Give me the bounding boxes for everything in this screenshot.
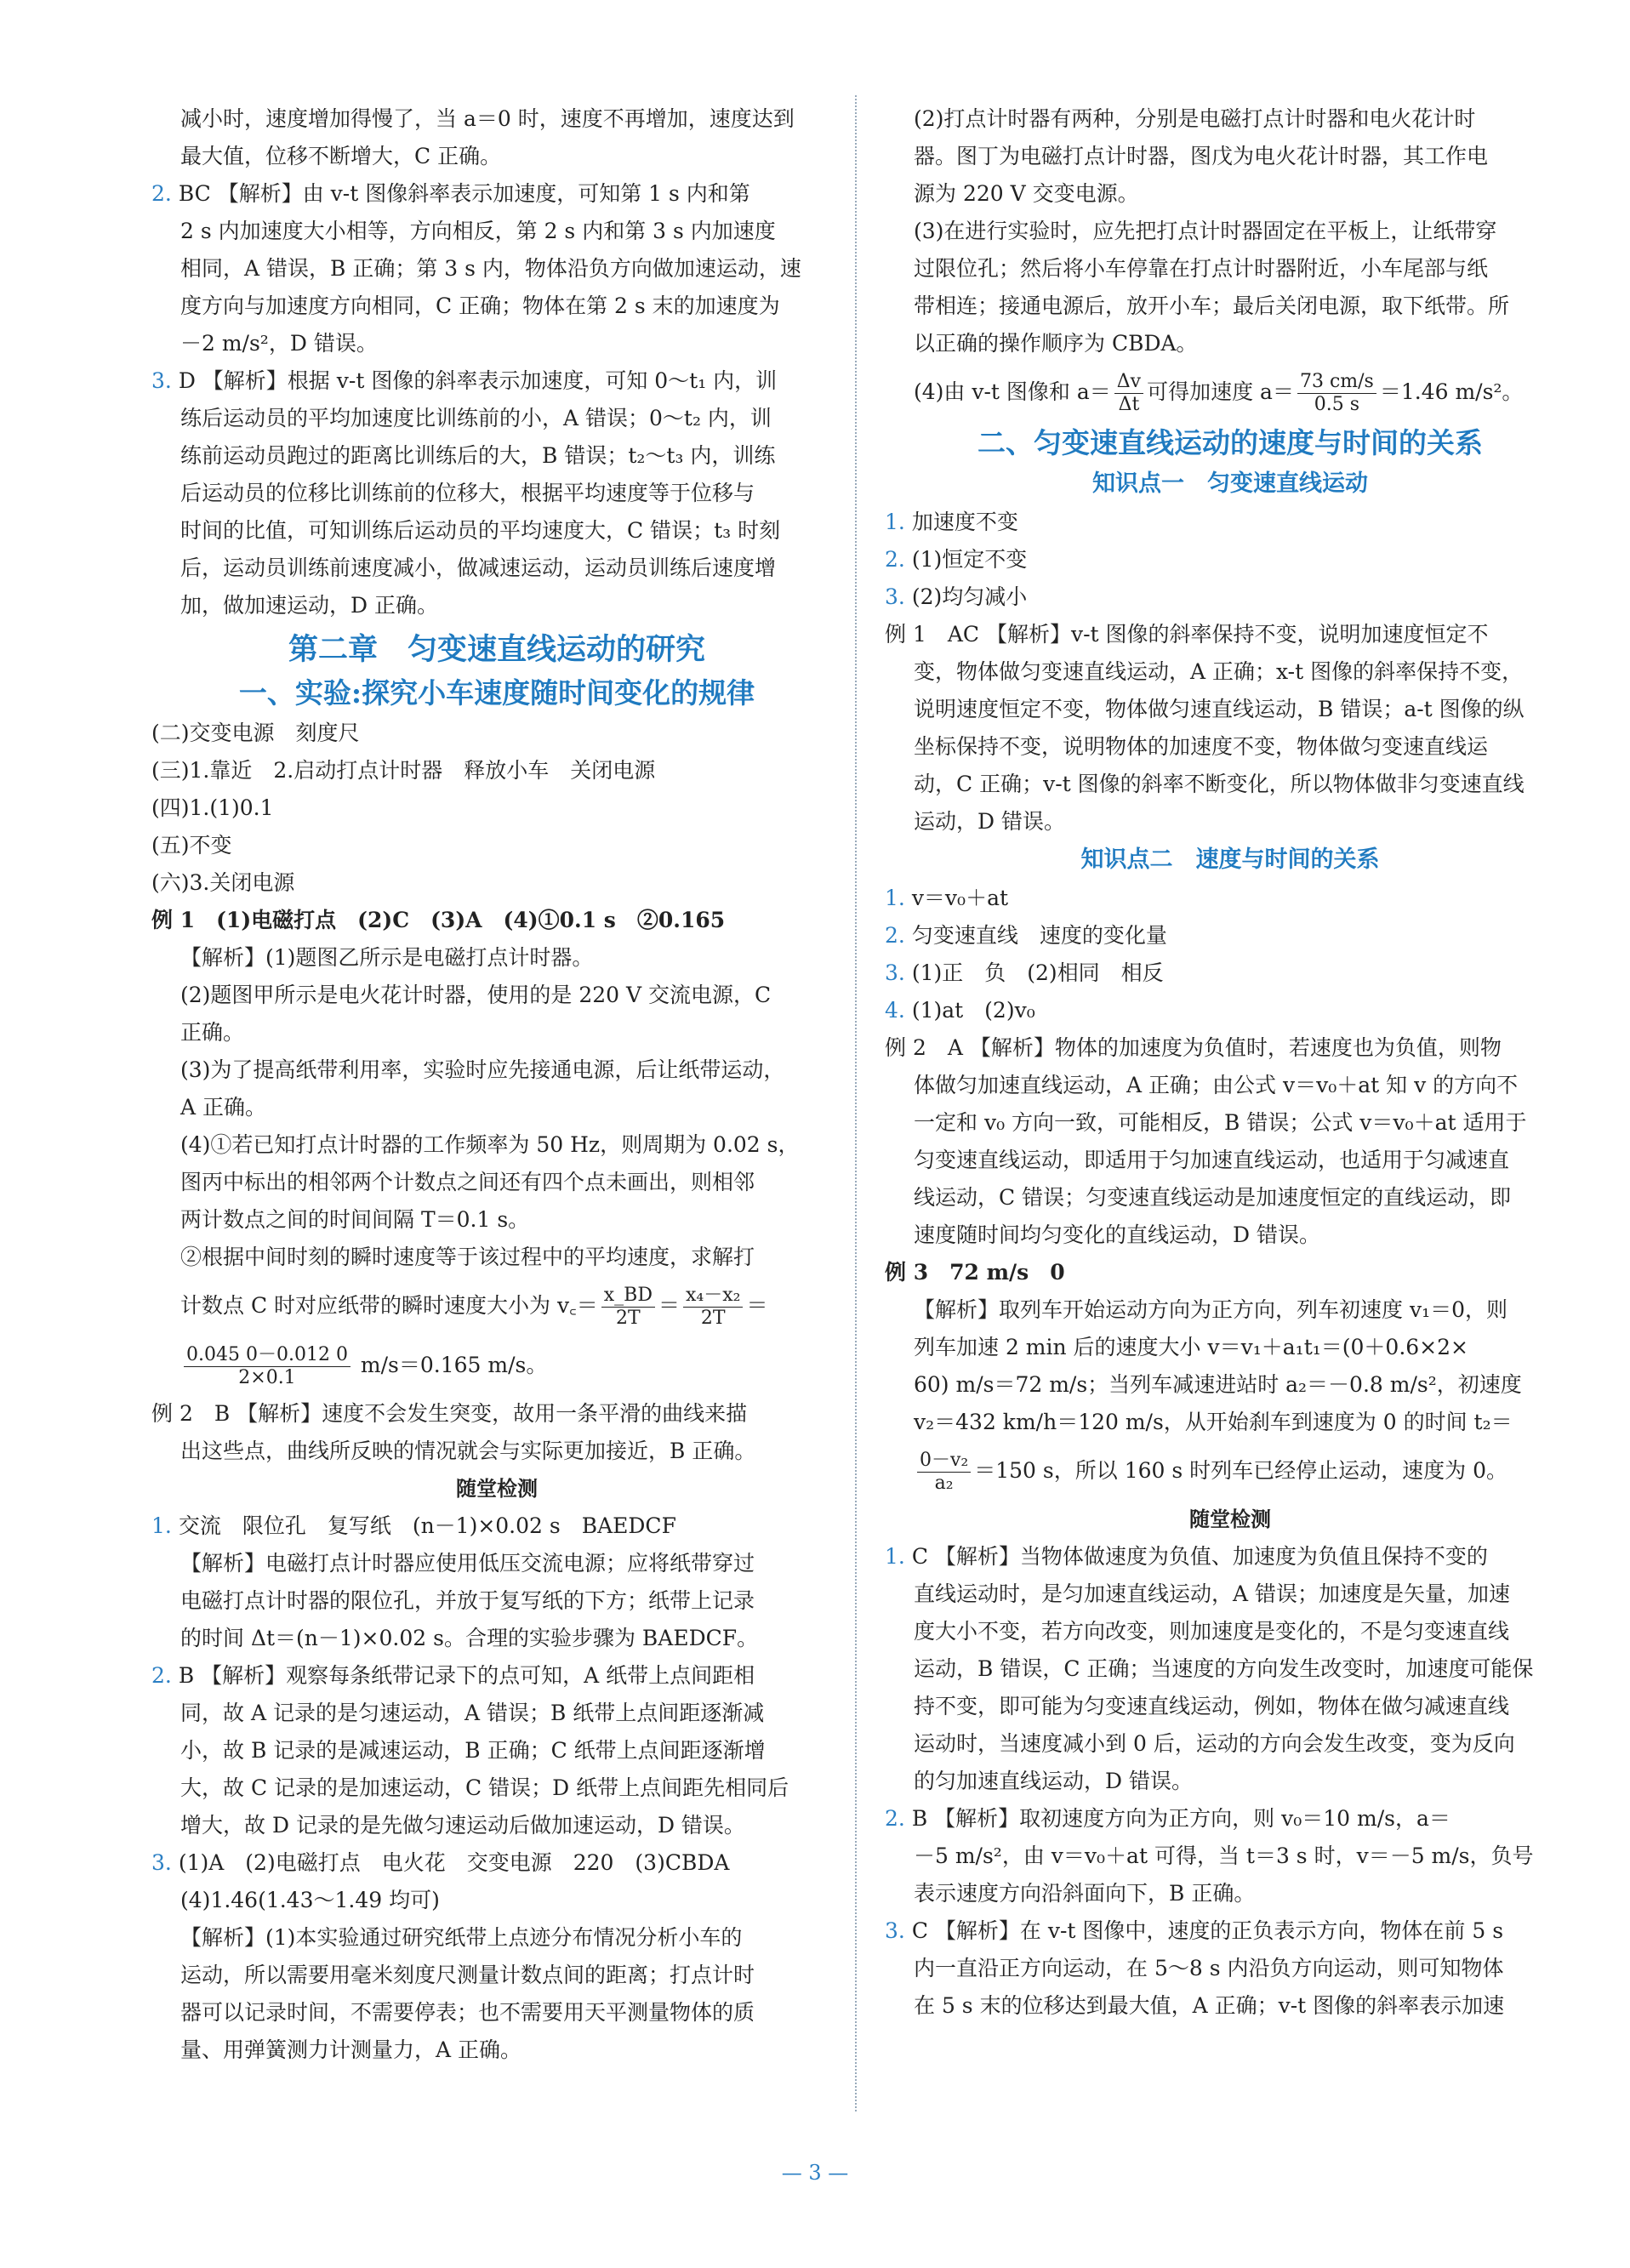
item-number: 1.: [885, 886, 905, 910]
column-divider: [855, 95, 857, 2111]
item-number: 3.: [885, 584, 905, 609]
example-answer: 例 1 AC 【解析】v-t 图像的斜率保持不变，说明加速度恒定不: [885, 622, 1489, 647]
text-line: 运动，所以需要用毫米刻度尺测量计数点间的距离；打点计时: [180, 1963, 755, 1987]
list-item: [885, 917, 1576, 954]
text-line: 带相连；接通电源后，放开小车；最后关闭电源，取下纸带。所: [914, 293, 1510, 318]
text-line: 的匀加速直线运动，D 错误。: [914, 1769, 1193, 1793]
text-line: v₂＝432 km/h＝120 m/s，从开始刹车到速度为 0 的时间 t₂＝: [914, 1410, 1513, 1434]
text-line: 可得加速度 a＝: [1147, 379, 1294, 404]
text-line: 60) m/s＝72 m/s；当列车减速进站时 a₂＝－0.8 m/s²，初速度: [914, 1372, 1522, 1397]
text-line: 一定和 v₀ 方向一致，可能相反，B 错误；公式 v＝v₀＋at 适用于: [914, 1110, 1527, 1135]
text-line: 【解析】电磁打点计时器应使用低压交流电源；应将纸带穿过: [180, 1551, 755, 1576]
numerator: Δv: [1114, 371, 1143, 394]
text-line: 度大小不变，若方向改变，则加速度是变化的，不是匀变速直线: [914, 1619, 1510, 1644]
text-line: 以正确的操作顺序为 CBDA。: [914, 331, 1198, 356]
text-line: (3)在进行实验时，应先把打点计时器固定在平板上，让纸带穿: [914, 219, 1497, 243]
text-line: (六)3.关闭电源: [151, 870, 295, 895]
denominator: 2×0.1: [238, 1367, 296, 1388]
item-number: 1.: [885, 510, 905, 534]
text-line: 匀变速直线运动，即适用于匀加速直线运动，也适用于匀减速直: [914, 1148, 1510, 1172]
answer-item: [151, 362, 842, 400]
text-line: 练后运动员的平均加速度比训练前的小，A 错误；0～t₂ 内，训: [180, 406, 772, 430]
text-line: 减小时，速度增加得慢了，当 a＝0 时，速度不再增加，速度达到: [180, 106, 795, 131]
text-line: 增大，故 D 记录的是先做匀速运动后做加速运动，D 错误。: [180, 1813, 745, 1838]
text-line: 运动，D 错误。: [914, 809, 1065, 834]
item-number: 4.: [885, 998, 905, 1023]
text-line: 的时间 Δt＝(n－1)×0.02 s。合理的实验步骤为 BAEDCF。: [180, 1626, 759, 1650]
text-line: 正确。: [180, 1020, 245, 1045]
text-line: A 正确。: [180, 1095, 267, 1120]
text-line: 电磁打点计时器的限位孔，并放于复写纸的下方；纸带上记录: [180, 1588, 755, 1613]
text-line: 说明速度恒定不变，物体做匀速直线运动，B 错误；a-t 图像的纵: [914, 697, 1525, 721]
text-line: m/s＝0.165 m/s。: [360, 1353, 548, 1377]
formula-line: [151, 1276, 842, 1336]
numerator: 0.045 0－0.012 0: [184, 1344, 351, 1367]
equals-sign: ＝: [658, 1293, 680, 1318]
text-line: 在 5 s 末的位移达到最大值，A 正确；v-t 图像的斜率表示加速: [914, 1993, 1505, 2018]
text-line: －5 m/s²，由 v＝v₀＋at 可得，当 t＝3 s 时，v＝－5 m/s，负号: [914, 1843, 1534, 1868]
text-line: 动，C 正确；v-t 图像的斜率不断变化，所以物体做非匀变速直线: [914, 772, 1525, 796]
text-line: (三)1.靠近 2.启动打点计时器 释放小车 关闭电源: [151, 758, 656, 783]
text-line: 同，故 A 记录的是匀速运动，A 错误；B 纸带上点间距逐渐减: [180, 1701, 765, 1725]
text-line: (1)恒定不变: [911, 547, 1028, 572]
text-line: 过限位孔；然后将小车停靠在打点计时器附近，小车尾部与纸: [914, 256, 1489, 281]
text-line: 变，物体做匀变速直线运动，A 正确；x-t 图像的斜率保持不变，: [914, 659, 1524, 684]
text-line: (五)不变: [151, 833, 232, 858]
list-item: [885, 954, 1576, 992]
subsection-title: 随堂检测: [1189, 1507, 1271, 1531]
text-line: 练前运动员跑过的距离比训练后的大，B 错误；t₂～t₃ 内，训练: [180, 443, 776, 468]
text-line: (2)均匀减小: [911, 584, 1028, 609]
denominator: 2T: [616, 1308, 641, 1329]
text-line: 体做匀加速直线运动，A 正确；由公式 v＝v₀＋at 知 v 的方向不: [914, 1073, 1519, 1097]
text-line: ＝1.46 m/s²。: [1379, 379, 1524, 404]
answer-item: [151, 175, 842, 213]
fraction: [1297, 371, 1376, 416]
answer-item: [885, 1912, 1576, 1950]
item-number: 3.: [151, 368, 172, 393]
text-line: 运动，B 错误，C 正确；当速度的方向发生改变时，加速度可能保: [914, 1656, 1534, 1681]
text-line: v＝v₀＋at: [911, 886, 1009, 910]
text-line: 【解析】(1)题图乙所示是电磁打点计时器。: [180, 945, 594, 970]
text-line: (3)为了提高纸带利用率，实验时应先接通电源，后让纸带运动，: [180, 1057, 785, 1082]
text-line: 匀变速直线 速度的变化量: [911, 923, 1167, 948]
text-line: (2)打点计时器有两种，分别是电磁打点计时器和电火花计时: [914, 106, 1476, 131]
formula-line: [885, 362, 1576, 422]
text-line: C 【解析】在 v-t 图像中，速度的正负表示方向，物体在前 5 s: [911, 1918, 1504, 1943]
text-line: 源为 220 V 交变电源。: [914, 181, 1139, 206]
text-line: (四)1.(1)0.1: [151, 795, 274, 820]
denominator: Δt: [1118, 394, 1140, 415]
text-line: 坐标保持不变，说明物体的加速度不变，物体做匀变速直线运: [914, 734, 1489, 759]
equals-sign: ＝: [746, 1293, 768, 1318]
answer-item: [151, 1657, 842, 1695]
list-item: [885, 880, 1576, 917]
answer-item: [885, 1800, 1576, 1838]
example-answer: 例 2 B 【解析】速度不会发生突变，故用一条平滑的曲线来描: [151, 1401, 748, 1426]
text-line: (1)正 负 (2)相同 相反: [911, 960, 1164, 985]
list-item: [885, 578, 1576, 616]
text-line: 直线运动时，是匀加速直线运动，A 错误；加速度是矢量，加速: [914, 1581, 1511, 1606]
section-title: 二、匀变速直线运动的速度与时间的关系: [977, 426, 1483, 459]
fraction: [1114, 371, 1143, 416]
formula-line: [151, 1336, 842, 1395]
text-line: (1)at (2)v₀: [911, 998, 1035, 1023]
example-answer: 例 3 72 m/s 0: [885, 1260, 1065, 1285]
item-number: 2.: [885, 923, 905, 948]
fraction: [917, 1450, 971, 1495]
numerator: 0－v₂: [917, 1450, 971, 1473]
text-line: 内一直沿正方向运动，在 5～8 s 内沿负方向运动，则可知物体: [914, 1956, 1504, 1980]
text-line: 小，故 B 记录的是减速运动，B 正确；C 纸带上点间距逐渐增: [180, 1738, 766, 1763]
text-line: B 【解析】观察每条纸带记录下的点可知，A 纸带上点间距相: [178, 1663, 755, 1688]
text-line: 两计数点之间的时间间隔 T＝0.1 s。: [180, 1207, 530, 1232]
text-line: 【解析】取列车开始运动方向为正方向，列车初速度 v₁＝0，则: [914, 1297, 1508, 1322]
text-line: 列车加速 2 min 后的速度大小 v＝v₁＋a₁t₁＝(0＋0.6×2×: [914, 1335, 1468, 1359]
text-line: 出这些点，曲线所反映的情况就会与实际更加接近，B 正确。: [180, 1439, 756, 1463]
text-line: (二)交变电源 刻度尺: [151, 721, 360, 745]
page-number: — 3 —: [781, 2161, 849, 2185]
fraction: [184, 1344, 351, 1389]
example-answer: 例 1 (1)电磁打点 (2)C (3)A (4)①0.1 s ②0.165: [151, 908, 726, 932]
formula-line: [885, 1441, 1576, 1501]
text-line: 后运动员的位移比训练前的位移大，根据平均速度等于位移与: [180, 481, 755, 505]
subsection-title: 随堂检测: [456, 1476, 538, 1501]
text-line: ②根据中间时刻的瞬时速度等于该过程中的平均速度，求解打: [180, 1245, 755, 1269]
denominator: a₂: [934, 1473, 954, 1494]
item-number: 2.: [885, 1806, 905, 1831]
text-line: 速度随时间均匀变化的直线运动，D 错误。: [914, 1222, 1320, 1247]
text-line: 后，运动员训练前速度减小，做减速运动，运动员训练后速度增: [180, 556, 777, 580]
right-column: [885, 100, 1576, 2025]
numerator: x_BD: [601, 1285, 655, 1308]
text-line: 度方向与加速度方向相同，C 正确；物体在第 2 s 末的加速度为: [180, 293, 780, 318]
fraction: [601, 1285, 655, 1330]
text-line: D 【解析】根据 v-t 图像的斜率表示加速度，可知 0～t₁ 内，训: [178, 368, 778, 393]
text-line: (1)A (2)电磁打点 电火花 交变电源 220 (3)CBDA: [178, 1850, 730, 1875]
text-line: 量、用弹簧测力计测量力，A 正确。: [180, 2037, 522, 2062]
text-line: 器可以记录时间，不需要停表；也不需要用天平测量物体的质: [180, 2000, 755, 2025]
text-line: ＝150 s，所以 160 s 时列车已经停止运动，速度为 0。: [974, 1458, 1507, 1483]
text-line: (4)由 v-t 图像和 a＝: [914, 379, 1111, 404]
list-item: [885, 541, 1576, 578]
text-line: 图丙中标出的相邻两个计数点之间还有四个点未画出，则相邻: [180, 1170, 755, 1194]
knowledge-point-title: 知识点二 速度与时间的关系: [1080, 846, 1380, 873]
item-number: 2.: [885, 547, 905, 572]
item-number: 1.: [151, 1513, 172, 1538]
item-number: 1.: [885, 1544, 905, 1569]
answer-item: [151, 1507, 842, 1545]
text-line: 交流 限位孔 复写纸 (n－1)×0.02 s BAEDCF: [178, 1513, 676, 1538]
item-number: 2.: [151, 181, 172, 206]
text-line: 大，故 C 记录的是加速运动，C 错误；D 纸带上点间距先相同后: [180, 1775, 789, 1800]
numerator: x₄－x₂: [683, 1285, 743, 1308]
denominator: 0.5 s: [1314, 394, 1360, 415]
text-line: 线运动，C 错误；匀变速直线运动是加速度恒定的直线运动，即: [914, 1185, 1512, 1210]
answer-item: [885, 1538, 1576, 1576]
text-line: 运动时，当速度减小到 0 后，运动的方向会发生改变，变为反向: [914, 1731, 1515, 1756]
text-line: 最大值，位移不断增大，C 正确。: [180, 144, 502, 168]
text-line: 加速度不变: [911, 510, 1018, 534]
text-line: －2 m/s²，D 错误。: [180, 331, 378, 356]
item-number: 3.: [885, 1918, 905, 1943]
text-line: 时间的比值，可知训练后运动员的平均速度大，C 错误；t₃ 时刻: [180, 518, 781, 543]
list-item: [885, 992, 1576, 1029]
text-line: (4)1.46(1.43～1.49 均可): [180, 1888, 440, 1912]
text-line: 相同，A 错误，B 正确；第 3 s 内，物体沿负方向做加速运动，速: [180, 256, 801, 281]
item-number: 3.: [885, 960, 905, 985]
left-column: [151, 100, 842, 2069]
text-line: 表示速度方向沿斜面向下，B 正确。: [914, 1881, 1256, 1906]
text-line: (2)题图甲所示是电火花计时器，使用的是 220 V 交流电源，C: [180, 983, 772, 1007]
item-number: 3.: [151, 1850, 172, 1875]
section-title: 一、实验:探究小车速度随时间变化的规律: [238, 676, 755, 709]
numerator: 73 cm/s: [1297, 371, 1376, 394]
text-line: (4)①若已知打点计时器的工作频率为 50 Hz，则周期为 0.02 s，: [180, 1132, 800, 1157]
text-line: 加，做加速运动，D 正确。: [180, 593, 438, 618]
denominator: 2T: [700, 1308, 726, 1329]
example-answer: 例 2 A 【解析】物体的加速度为负值时，若速度也为负值，则物: [885, 1035, 1502, 1060]
text-line: 2 s 内加速度大小相等，方向相反，第 2 s 内和第 3 s 内加速度: [180, 219, 776, 243]
answer-item: [151, 1844, 842, 1882]
text-line: 器。图丁为电磁打点计时器，图戊为电火花计时器，其工作电: [914, 144, 1489, 168]
knowledge-point-title: 知识点一 匀变速直线运动: [1092, 470, 1368, 497]
text-line: C 【解析】当物体做速度为负值、加速度为负值且保持不变的: [911, 1544, 1488, 1569]
text-line: 【解析】(1)本实验通过研究纸带上点迹分布情况分析小车的: [180, 1925, 743, 1950]
text-line: B 【解析】取初速度方向为正方向，则 v₀＝10 m/s，a＝: [911, 1806, 1450, 1831]
text-line: BC 【解析】由 v-t 图像斜率表示加速度，可知第 1 s 内和第: [178, 181, 750, 206]
item-number: 2.: [151, 1663, 172, 1688]
text-line: 持不变，即可能为匀变速直线运动，例如，物体在做匀减速直线: [914, 1694, 1510, 1718]
chapter-title: 第二章 匀变速直线运动的研究: [288, 632, 705, 667]
fraction: [683, 1285, 743, 1330]
text-line: 计数点 C 时对应纸带的瞬时速度大小为 v꜀＝: [180, 1293, 598, 1318]
list-item: [885, 504, 1576, 541]
